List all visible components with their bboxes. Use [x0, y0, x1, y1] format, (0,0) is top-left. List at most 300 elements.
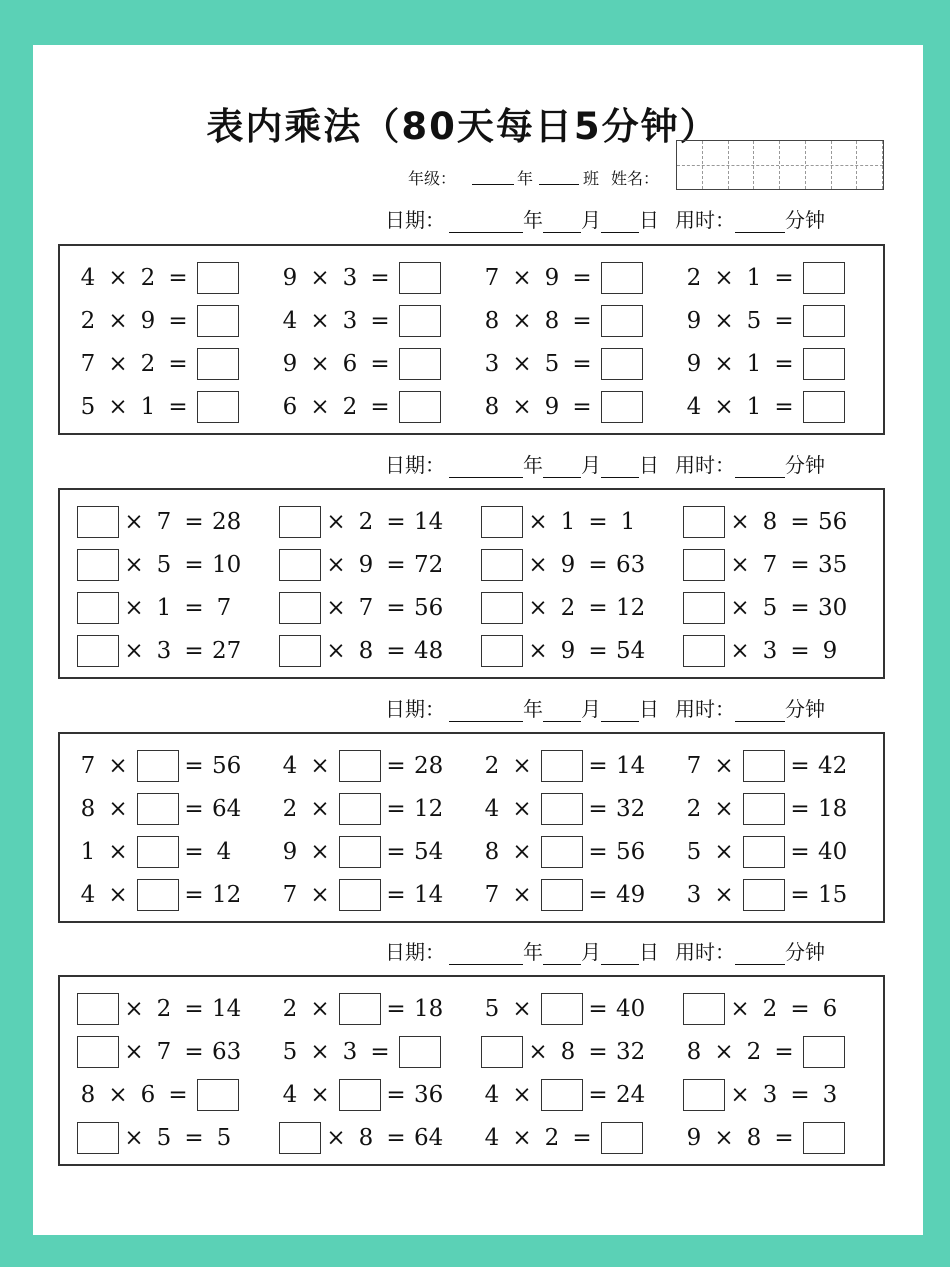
answer-box[interactable] [481, 635, 523, 667]
answer-box[interactable] [197, 262, 239, 294]
number-operand: 2 [484, 753, 500, 779]
answer-box[interactable] [601, 305, 643, 337]
multiply-sign: × [512, 839, 532, 865]
multiply-sign: × [528, 552, 548, 578]
product-value: 27 [212, 638, 242, 664]
multiply-sign: × [124, 1125, 144, 1151]
product-value: 54 [414, 839, 444, 865]
product-value: 56 [414, 595, 444, 621]
multiplication-problem [278, 1118, 478, 1158]
answer-box[interactable] [399, 391, 441, 423]
answer-box[interactable] [481, 549, 523, 581]
answer-box[interactable] [803, 391, 845, 423]
equals-sign: = [370, 351, 390, 377]
multiplication-problem [278, 1032, 478, 1072]
multiplication-problem [682, 875, 882, 915]
multiplication-problem [76, 1118, 276, 1158]
answer-box[interactable] [339, 1079, 381, 1111]
number-operand: 1 [80, 839, 96, 865]
answer-box[interactable] [77, 592, 119, 624]
product-value: 48 [414, 638, 444, 664]
month-label: 月 [581, 453, 601, 477]
multiply-sign: × [714, 308, 734, 334]
class-blank[interactable] [539, 166, 579, 185]
month-label: 月 [581, 208, 601, 232]
multiplication-problem [480, 789, 680, 829]
number-operand: 5 [686, 839, 702, 865]
multiplication-problem [76, 344, 276, 384]
multiply-sign: × [714, 753, 734, 779]
multiplication-problem [76, 545, 276, 585]
multiply-sign: × [512, 753, 532, 779]
multiplication-problem [278, 746, 478, 786]
year-blank[interactable] [449, 699, 523, 722]
answer-box[interactable] [399, 262, 441, 294]
answer-box[interactable] [137, 836, 179, 868]
minutes-blank[interactable] [735, 699, 785, 722]
multiply-sign: × [714, 839, 734, 865]
equals-sign: = [386, 996, 406, 1022]
equals-sign: = [588, 595, 608, 621]
day-label: 日 [639, 940, 659, 964]
number-operand: 5 [544, 351, 560, 377]
number-operand: 9 [544, 265, 560, 291]
day-blank[interactable] [601, 699, 639, 722]
equals-sign: = [370, 394, 390, 420]
answer-box[interactable] [339, 993, 381, 1025]
number-operand: 1 [746, 394, 762, 420]
problem-row [60, 344, 883, 384]
multiply-sign: × [310, 839, 330, 865]
answer-box[interactable] [481, 1036, 523, 1068]
number-operand: 8 [484, 839, 500, 865]
multiplication-problem [480, 631, 680, 671]
number-operand: 4 [686, 394, 702, 420]
answer-box[interactable] [743, 793, 785, 825]
product-value: 14 [616, 753, 646, 779]
answer-box[interactable] [541, 750, 583, 782]
multiply-sign: × [326, 638, 346, 664]
year-blank[interactable] [449, 210, 523, 233]
answer-box[interactable] [77, 1122, 119, 1154]
answer-box[interactable] [339, 793, 381, 825]
equals-sign: = [572, 1125, 592, 1151]
number-operand: 8 [358, 638, 374, 664]
multiplication-problem [76, 832, 276, 872]
product-value: 28 [414, 753, 444, 779]
equals-sign: = [386, 882, 406, 908]
date-line [385, 936, 885, 965]
multiply-sign: × [310, 308, 330, 334]
minutes-blank[interactable] [735, 455, 785, 478]
equals-sign: = [168, 351, 188, 377]
number-operand: 9 [282, 265, 298, 291]
answer-box[interactable] [399, 1036, 441, 1068]
number-operand: 8 [484, 394, 500, 420]
answer-box[interactable] [279, 635, 321, 667]
multiplication-problem [480, 1075, 680, 1115]
day-blank[interactable] [601, 455, 639, 478]
equals-sign: = [370, 1039, 390, 1065]
multiply-sign: × [108, 351, 128, 377]
number-operand: 5 [746, 308, 762, 334]
month-blank[interactable] [543, 455, 581, 478]
number-operand: 8 [358, 1125, 374, 1151]
problem-row [60, 832, 883, 872]
answer-box[interactable] [399, 348, 441, 380]
multiply-sign: × [730, 996, 750, 1022]
time-label: 用时： [675, 940, 735, 964]
number-operand: 9 [560, 552, 576, 578]
equals-sign: = [572, 394, 592, 420]
equals-sign: = [386, 1082, 406, 1108]
multiply-sign: × [714, 882, 734, 908]
number-operand: 2 [686, 796, 702, 822]
number-operand: 7 [358, 595, 374, 621]
number-operand: 5 [282, 1039, 298, 1065]
product-value: 32 [616, 1039, 646, 1065]
answer-box[interactable] [197, 391, 239, 423]
month-label: 月 [581, 940, 601, 964]
product-value: 63 [616, 552, 646, 578]
product-value: 30 [818, 595, 848, 621]
multiply-sign: × [108, 882, 128, 908]
answer-box[interactable] [541, 836, 583, 868]
answer-box[interactable] [541, 793, 583, 825]
equals-sign: = [386, 796, 406, 822]
equals-sign: = [184, 996, 204, 1022]
multiply-sign: × [124, 552, 144, 578]
product-value: 14 [414, 882, 444, 908]
multiplication-problem [480, 588, 680, 628]
problem-row [60, 258, 883, 298]
answer-box[interactable] [601, 348, 643, 380]
problem-row [60, 502, 883, 542]
number-operand: 9 [560, 638, 576, 664]
date-label: 日期： [385, 453, 445, 477]
number-operand: 2 [80, 308, 96, 334]
month-blank[interactable] [543, 699, 581, 722]
multiplication-problem [480, 1118, 680, 1158]
number-operand: 2 [560, 595, 576, 621]
number-operand: 3 [342, 308, 358, 334]
number-operand: 3 [762, 1082, 778, 1108]
multiply-sign: × [310, 753, 330, 779]
multiply-sign: × [108, 394, 128, 420]
number-operand: 9 [544, 394, 560, 420]
answer-box[interactable] [279, 1122, 321, 1154]
answer-box[interactable] [137, 793, 179, 825]
multiplication-problem [480, 387, 680, 427]
problem-row [60, 545, 883, 585]
product-value: 42 [818, 753, 848, 779]
minutes-blank[interactable] [735, 210, 785, 233]
equals-sign: = [774, 308, 794, 334]
year-blank[interactable] [449, 455, 523, 478]
answer-box[interactable] [683, 635, 725, 667]
number-operand: 2 [762, 996, 778, 1022]
answer-box[interactable] [803, 348, 845, 380]
answer-box[interactable] [683, 592, 725, 624]
number-operand: 8 [746, 1125, 762, 1151]
product-value: 14 [212, 996, 242, 1022]
equals-sign: = [572, 351, 592, 377]
multiply-sign: × [124, 595, 144, 621]
answer-box[interactable] [803, 262, 845, 294]
product-value: 49 [616, 882, 646, 908]
answer-box[interactable] [803, 305, 845, 337]
year-label: 年 [517, 169, 534, 188]
multiply-sign: × [512, 996, 532, 1022]
multiplication-problem [682, 1118, 882, 1158]
name-grid[interactable] [676, 140, 884, 190]
answer-box[interactable] [279, 549, 321, 581]
equals-sign: = [588, 638, 608, 664]
product-value: 9 [822, 638, 838, 664]
number-operand: 1 [156, 595, 172, 621]
multiply-sign: × [528, 1039, 548, 1065]
day-label: 日 [639, 453, 659, 477]
multiply-sign: × [730, 595, 750, 621]
multiplication-problem [682, 1075, 882, 1115]
answer-box[interactable] [481, 592, 523, 624]
equals-sign: = [588, 996, 608, 1022]
number-operand: 9 [686, 351, 702, 377]
product-value: 5 [216, 1125, 232, 1151]
equals-sign: = [774, 394, 794, 420]
multiply-sign: × [512, 1125, 532, 1151]
equals-sign: = [790, 509, 810, 535]
minutes-blank[interactable] [735, 942, 785, 965]
multiply-sign: × [714, 796, 734, 822]
answer-box[interactable] [279, 592, 321, 624]
product-value: 36 [414, 1082, 444, 1108]
answer-box[interactable] [683, 506, 725, 538]
answer-box[interactable] [683, 993, 725, 1025]
equals-sign: = [790, 796, 810, 822]
month-blank[interactable] [543, 942, 581, 965]
multiplication-problem [682, 832, 882, 872]
answer-box[interactable] [137, 750, 179, 782]
time-label: 用时： [675, 697, 735, 721]
minutes-label: 分钟 [785, 208, 825, 232]
problem-section [58, 975, 885, 1166]
number-operand: 5 [484, 996, 500, 1022]
answer-box[interactable] [279, 506, 321, 538]
number-operand: 7 [484, 882, 500, 908]
answer-box[interactable] [77, 506, 119, 538]
time-label: 用时： [675, 453, 735, 477]
answer-box[interactable] [683, 1079, 725, 1111]
multiplication-problem [278, 875, 478, 915]
answer-box[interactable] [77, 635, 119, 667]
equals-sign: = [386, 509, 406, 535]
number-operand: 4 [282, 308, 298, 334]
multiply-sign: × [310, 1039, 330, 1065]
number-operand: 1 [746, 265, 762, 291]
equals-sign: = [588, 1082, 608, 1108]
equals-sign: = [774, 265, 794, 291]
multiply-sign: × [512, 796, 532, 822]
answer-box[interactable] [339, 879, 381, 911]
answer-box[interactable] [77, 1036, 119, 1068]
year-blank[interactable] [449, 942, 523, 965]
number-operand: 9 [140, 308, 156, 334]
answer-box[interactable] [601, 391, 643, 423]
answer-box[interactable] [601, 1122, 643, 1154]
multiply-sign: × [512, 308, 532, 334]
multiplication-problem [682, 344, 882, 384]
name-label: 姓名： [611, 169, 660, 188]
answer-box[interactable] [339, 836, 381, 868]
multiply-sign: × [714, 1039, 734, 1065]
problem-row [60, 746, 883, 786]
number-operand: 1 [746, 351, 762, 377]
answer-box[interactable] [481, 506, 523, 538]
product-value: 56 [818, 509, 848, 535]
equals-sign: = [386, 595, 406, 621]
multiplication-problem [682, 258, 882, 298]
answer-box[interactable] [197, 1079, 239, 1111]
answer-box[interactable] [399, 305, 441, 337]
multiply-sign: × [310, 394, 330, 420]
multiplication-problem [480, 502, 680, 542]
equals-sign: = [184, 595, 204, 621]
multiply-sign: × [714, 394, 734, 420]
multiplication-problem [682, 545, 882, 585]
multiply-sign: × [730, 509, 750, 535]
equals-sign: = [572, 308, 592, 334]
multiplication-problem [76, 258, 276, 298]
number-operand: 7 [282, 882, 298, 908]
product-value: 4 [216, 839, 232, 865]
multiplication-problem [76, 746, 276, 786]
number-operand: 4 [282, 1082, 298, 1108]
answer-box[interactable] [683, 549, 725, 581]
number-operand: 2 [140, 351, 156, 377]
answer-box[interactable] [743, 750, 785, 782]
answer-box[interactable] [541, 1079, 583, 1111]
multiplication-problem [278, 789, 478, 829]
multiplication-problem [278, 832, 478, 872]
number-operand: 9 [686, 1125, 702, 1151]
answer-box[interactable] [541, 879, 583, 911]
day-blank[interactable] [601, 210, 639, 233]
time-label: 用时： [675, 208, 735, 232]
number-operand: 4 [484, 796, 500, 822]
multiplication-problem [480, 258, 680, 298]
number-operand: 8 [762, 509, 778, 535]
equals-sign: = [790, 1082, 810, 1108]
answer-box[interactable] [803, 1122, 845, 1154]
number-operand: 5 [156, 1125, 172, 1151]
answer-box[interactable] [137, 879, 179, 911]
day-blank[interactable] [601, 942, 639, 965]
equals-sign: = [588, 509, 608, 535]
date-line [385, 204, 885, 233]
equals-sign: = [588, 796, 608, 822]
multiplication-problem [480, 746, 680, 786]
problem-row [60, 301, 883, 341]
multiplication-problem [278, 387, 478, 427]
equals-sign: = [774, 1039, 794, 1065]
page-title: 表内乘法（80天每日5分钟） [206, 105, 719, 148]
answer-box[interactable] [77, 993, 119, 1025]
multiply-sign: × [124, 638, 144, 664]
problem-row [60, 1118, 883, 1158]
product-value: 18 [818, 796, 848, 822]
multiply-sign: × [310, 796, 330, 822]
number-operand: 4 [282, 753, 298, 779]
month-blank[interactable] [543, 210, 581, 233]
multiplication-problem [278, 989, 478, 1029]
multiplication-problem [278, 1075, 478, 1115]
number-operand: 8 [544, 308, 560, 334]
number-operand: 1 [560, 509, 576, 535]
multiply-sign: × [108, 753, 128, 779]
problem-section [58, 244, 885, 435]
problem-row [60, 875, 883, 915]
number-operand: 9 [282, 839, 298, 865]
year-label: 年 [523, 453, 543, 477]
answer-box[interactable] [601, 262, 643, 294]
answer-box[interactable] [339, 750, 381, 782]
multiplication-problem [278, 301, 478, 341]
number-operand: 2 [282, 796, 298, 822]
multiply-sign: × [108, 796, 128, 822]
multiplication-problem [76, 875, 276, 915]
equals-sign: = [790, 552, 810, 578]
multiply-sign: × [310, 882, 330, 908]
answer-box[interactable] [197, 305, 239, 337]
answer-box[interactable] [197, 348, 239, 380]
number-operand: 4 [80, 265, 96, 291]
equals-sign: = [790, 595, 810, 621]
number-operand: 2 [342, 394, 358, 420]
date-label: 日期： [385, 208, 445, 232]
equals-sign: = [588, 552, 608, 578]
multiplication-problem [278, 545, 478, 585]
problem-row [60, 588, 883, 628]
multiplication-problem [682, 1032, 882, 1072]
number-operand: 2 [282, 996, 298, 1022]
answer-box[interactable] [541, 993, 583, 1025]
product-value: 12 [414, 796, 444, 822]
multiply-sign: × [310, 265, 330, 291]
problem-section [58, 488, 885, 679]
number-operand: 6 [140, 1082, 156, 1108]
grade-blank[interactable] [472, 166, 514, 185]
answer-box[interactable] [743, 836, 785, 868]
number-operand: 5 [80, 394, 96, 420]
multiplication-problem [76, 588, 276, 628]
product-value: 56 [212, 753, 242, 779]
equals-sign: = [790, 839, 810, 865]
date-label: 日期： [385, 697, 445, 721]
number-operand: 8 [80, 1082, 96, 1108]
product-value: 28 [212, 509, 242, 535]
answer-box[interactable] [743, 879, 785, 911]
equals-sign: = [774, 351, 794, 377]
class-label: 班 [583, 169, 600, 188]
number-operand: 3 [342, 265, 358, 291]
multiplication-problem [682, 387, 882, 427]
multiplication-problem [682, 746, 882, 786]
equals-sign: = [588, 753, 608, 779]
answer-box[interactable] [803, 1036, 845, 1068]
answer-box[interactable] [77, 549, 119, 581]
number-operand: 4 [80, 882, 96, 908]
